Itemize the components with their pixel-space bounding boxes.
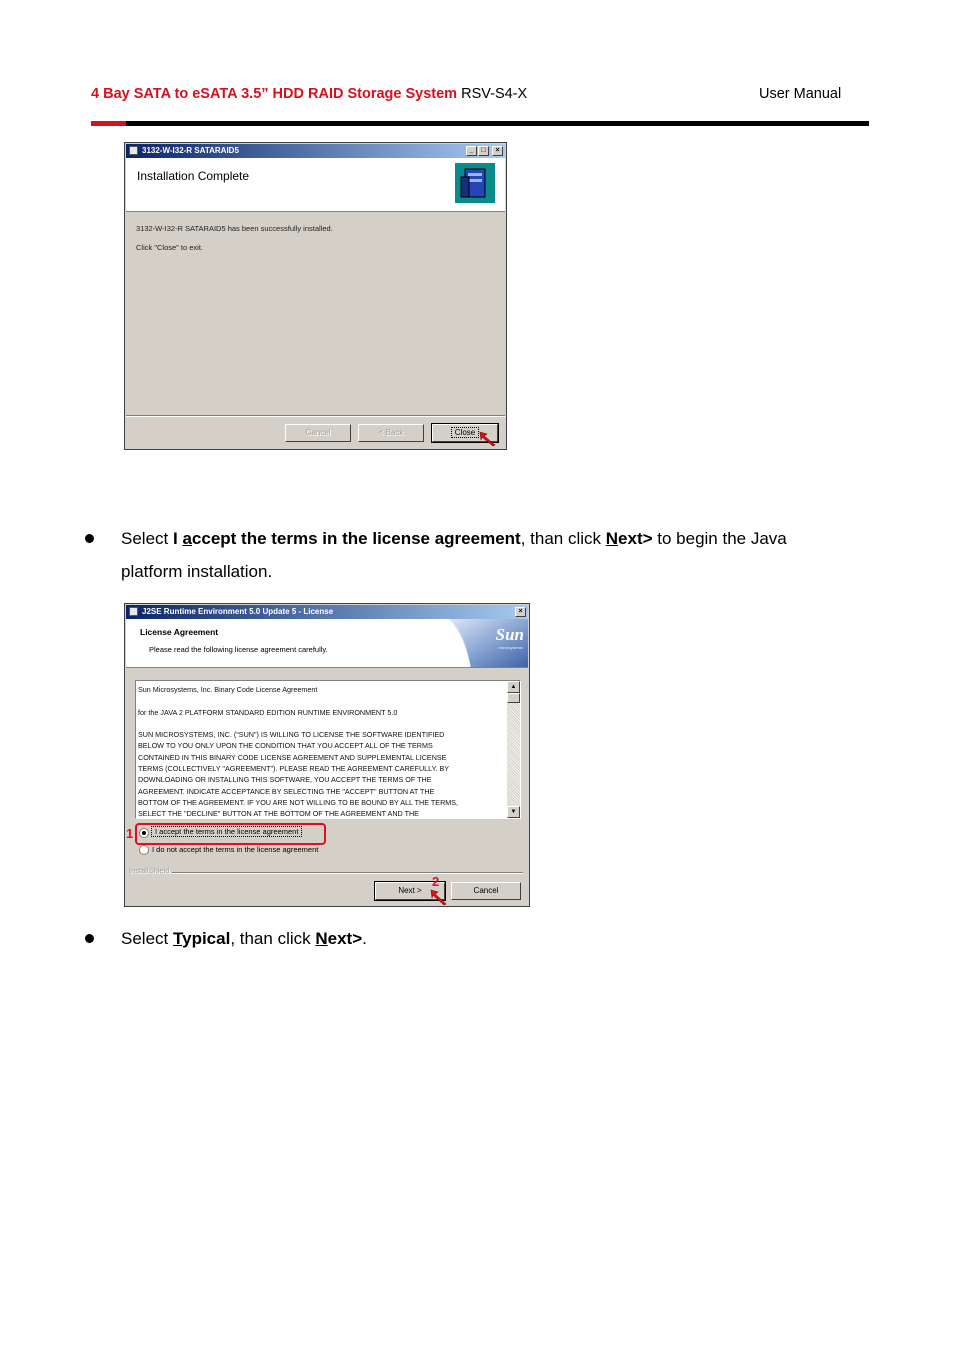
- step-select-typical: [121, 922, 367, 955]
- status-message: 3132-W-I32-R SATARAID5 has been successfully installed.: [136, 224, 333, 233]
- step-accept-license-line2: platform installation.: [121, 562, 273, 581]
- license-line: SUN MICROSYSTEMS, INC. ("SUN") IS WILLING TO LICENSE THE SOFTWARE IDENTIFIED: [138, 730, 445, 740]
- bullet-icon: [85, 934, 94, 943]
- marker-2: 2: [432, 874, 440, 889]
- cancel-button[interactable]: Cancel: [451, 882, 521, 900]
- text-run: ccept the terms in the license agreement: [191, 529, 521, 548]
- product-name: 4 Bay SATA to eSATA 3.5” HDD RAID Storage System: [91, 86, 458, 102]
- bold-run: [173, 529, 521, 548]
- installshield-label: InstallShield: [129, 866, 172, 875]
- license-line: SELECT THE "DECLINE" BUTTON AT THE BOTTOM OF THE AGREEMENT AND THE: [138, 809, 419, 819]
- text-run: I: [172, 529, 183, 548]
- minimize-icon[interactable]: _: [466, 146, 477, 156]
- dialog-heading: Installation Complete: [137, 169, 250, 183]
- underlined-key: T: [172, 929, 183, 948]
- license-line: BOTTOM OF THE AGREEMENT. IF YOU ARE NOT WILLING TO BE BOUND BY ALL THE TERMS,: [138, 797, 459, 807]
- close-icon[interactable]: ×: [515, 607, 526, 617]
- next-button[interactable]: Next >: [375, 882, 445, 900]
- installation-complete-dialog: [124, 142, 507, 450]
- scrollbar[interactable]: [507, 681, 520, 818]
- dialog-subheading: Please read the following license agreement carefully.: [149, 645, 328, 654]
- underlined-key: N: [605, 529, 619, 548]
- bold-run: [315, 929, 362, 948]
- installer-icon: [455, 163, 495, 203]
- button-separator: [126, 415, 505, 417]
- dialog-title-bar: [126, 144, 505, 158]
- back-button[interactable]: < Back: [358, 424, 424, 442]
- radio-selected-dot: [142, 831, 146, 835]
- license-line: Sun Microsystems, Inc. Binary Code License Agreement: [138, 685, 318, 694]
- text-run: ext>: [327, 929, 363, 948]
- document-header-title: [91, 86, 527, 102]
- decline-radio[interactable]: [139, 845, 149, 855]
- arrow-pointer-icon: [477, 429, 499, 447]
- instruction-message: Click "Close" to exit.: [136, 243, 204, 252]
- sun-logo-text: Sun: [495, 625, 524, 644]
- window-icon: [129, 146, 138, 155]
- installshield-separator: [129, 872, 523, 874]
- close-icon[interactable]: ×: [492, 146, 503, 156]
- dialog-title-bar: [126, 605, 528, 619]
- marker-1: 1: [126, 826, 134, 841]
- license-line: [138, 695, 508, 706]
- text-run: ext>: [618, 529, 653, 548]
- close-button-label: Close: [451, 427, 479, 438]
- license-text-box[interactable]: [135, 680, 521, 819]
- underlined-key: N: [315, 929, 328, 948]
- arrow-pointer-icon: [428, 887, 450, 907]
- window-icon: [129, 607, 138, 616]
- dialog-title: J2SE Runtime Environment 5.0 Update 5 - License: [142, 607, 334, 616]
- decline-label[interactable]: I do not accept the terms in the license agreement: [152, 845, 319, 854]
- license-line: TERMS (COLLECTIVELY "AGREEMENT"). PLEASE READ THE AGREEMENT CAREFULLY. BY: [138, 764, 450, 774]
- bold-run: [606, 529, 653, 548]
- accept-label-text: I accept the terms in the license agreement: [151, 826, 302, 837]
- dialog-heading: License Agreement: [140, 627, 219, 637]
- text-run: Select: [121, 929, 173, 948]
- dialog-banner: [126, 619, 528, 668]
- header-rule-accent: [91, 121, 126, 126]
- text-run: , than click: [230, 929, 316, 948]
- license-line: AGREEMENT. INDICATE ACCEPTANCE BY SELECTING THE "ACCEPT" BUTTON AT THE: [138, 786, 435, 796]
- model-number: RSV-S4-X: [457, 86, 528, 102]
- bullet-icon: [85, 534, 94, 543]
- document-type: User Manual: [759, 86, 842, 102]
- license-text: [138, 684, 508, 819]
- text-run: Select: [121, 529, 173, 548]
- scroll-up-button[interactable]: ▲: [507, 681, 520, 693]
- license-line: [138, 718, 508, 729]
- license-line: BELOW TO YOU ONLY UPON THE CONDITION THAT YOU ACCEPT ALL OF THE TERMS: [138, 741, 433, 751]
- license-line: for the JAVA 2 PLATFORM STANDARD EDITION RUNTIME ENVIRONMENT 5.0: [138, 707, 398, 717]
- dialog-banner: [126, 158, 505, 212]
- cancel-button[interactable]: Cancel: [285, 424, 351, 442]
- accept-label[interactable]: [151, 827, 302, 836]
- license-agreement-dialog: [124, 603, 530, 907]
- license-line: DOWNLOADING OR INSTALLING THIS SOFTWARE, YOU ACCEPT THE TERMS OF THE: [138, 775, 432, 785]
- text-run: ypical: [182, 929, 231, 948]
- bold-run: [173, 929, 230, 948]
- scroll-down-button[interactable]: ▼: [507, 806, 520, 818]
- step-accept-license: [121, 522, 787, 555]
- sun-logo-subtext: microsystems: [498, 645, 523, 650]
- license-line: CONTAINED IN THIS BINARY CODE LICENSE AGREEMENT AND SUPPLEMENTAL LICENSE: [138, 752, 447, 762]
- accept-radio[interactable]: [139, 828, 149, 838]
- text-run: , than click: [520, 529, 606, 548]
- header-rule: [91, 121, 869, 126]
- underlined-key: a: [182, 529, 192, 548]
- scroll-thumb[interactable]: [507, 693, 520, 703]
- text-run: .: [362, 929, 367, 948]
- maximize-icon[interactable]: □: [478, 146, 489, 156]
- dialog-title: 3132-W-I32-R SATARAID5: [142, 146, 239, 155]
- text-run: to begin the Java: [652, 529, 787, 548]
